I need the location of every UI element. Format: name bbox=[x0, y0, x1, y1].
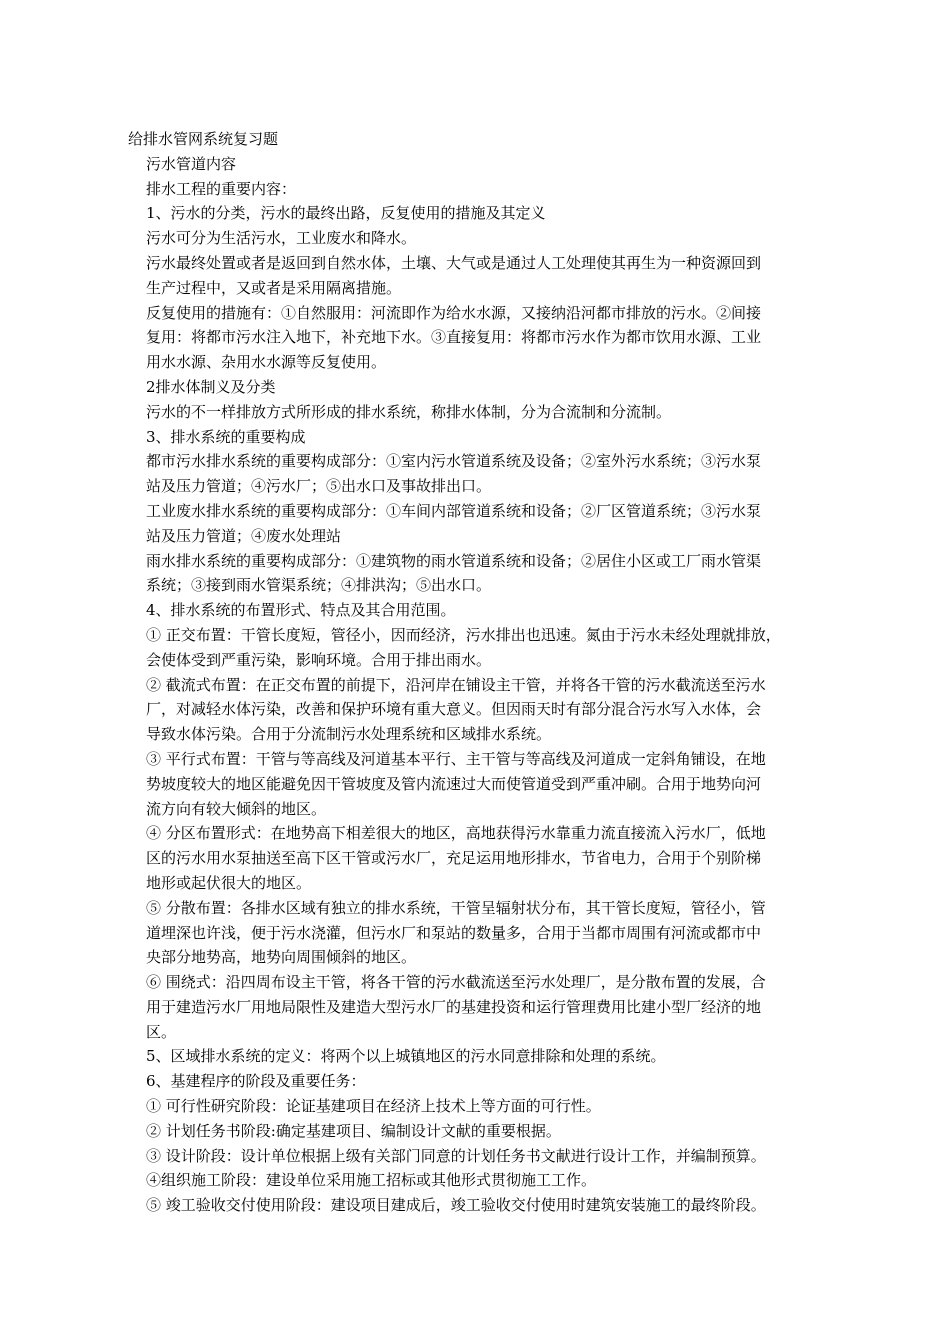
document-line: 系统；③接到雨水管渠系统；④排洪沟；⑤出水口。 bbox=[146, 576, 492, 595]
document-line: ③ 设计阶段：设计单位根据上级有关部门同意的计划任务书文献进行设计工作，并编制预算。 bbox=[146, 1146, 766, 1165]
document-line: 区的污水用水泵抽送至高下区干管或污水厂，充足运用地形排水，节省电力，合用于个别阶梯 bbox=[146, 849, 762, 868]
document-line: 6、基建程序的阶段及重要任务： bbox=[146, 1072, 366, 1091]
document-line: 导致水体污染。合用于分流制污水处理系统和区域排水系统。 bbox=[146, 725, 552, 744]
document-line: 用水水源、杂用水水源等反复使用。 bbox=[146, 353, 387, 372]
document-line: ⑥ 围绕式：沿四周布设主干管，将各干管的污水截流送至污水处理厂，是分散布置的发展，合 bbox=[146, 973, 766, 992]
document-line: ⑤ 竣工验收交付使用阶段：建设项目建成后，竣工验收交付使用时建筑安装施工的最终阶段。 bbox=[146, 1196, 766, 1215]
document-line: 工业废水排水系统的重要构成部分：①车间内部管道系统和设备；②厂区管道系统；③污水泵 bbox=[146, 501, 762, 520]
document-line: 都市污水排水系统的重要构成部分：①室内污水管道系统及设备；②室外污水系统；③污水泵 bbox=[146, 452, 762, 471]
document-line: ⑤ 分散布置：各排水区域有独立的排水系统，干管呈辐射状分布，其干管长度短，管径小，管 bbox=[146, 898, 766, 917]
document-line: 2排水体制义及分类 bbox=[146, 377, 276, 396]
document-line: 雨水排水系统的重要构成部分：①建筑物的雨水管道系统和设备；②居住小区或工厂雨水管渠 bbox=[146, 551, 762, 570]
document-title: 给排水管网系统复习题 bbox=[128, 130, 279, 148]
document-line: 央部分地势高，地势向周围倾斜的地区。 bbox=[146, 948, 417, 967]
document-line: 4、排水系统的布置形式、特点及其合用范围。 bbox=[146, 601, 456, 620]
document-line: ① 可行性研究阶段：论证基建项目在经济上技术上等方面的可行性。 bbox=[146, 1097, 601, 1116]
document-line: 污水可分为生活污水，工业废水和降水。 bbox=[146, 229, 417, 248]
document-line: ③ 平行式布置：干管与等高线及河道基本平行、主干管与等高线及河道成一定斜角铺设，在地 bbox=[146, 749, 766, 768]
document-line: 污水管道内容 bbox=[146, 154, 237, 173]
document-line: 1、污水的分类，污水的最终出路，反复使用的措施及其定义 bbox=[146, 204, 546, 223]
document-line: 站及压力管道；④废水处理站 bbox=[146, 526, 342, 545]
document-line: 污水最终处置或者是返回到自然水体，土壤、大气或是通过人工处理使其再生为一种资源回到 bbox=[146, 253, 762, 272]
document-line: 站及压力管道；④污水厂；⑤出水口及事故排出口。 bbox=[146, 477, 492, 496]
document-line: 流方向有较大倾斜的地区。 bbox=[146, 799, 327, 818]
document-body bbox=[128, 127, 818, 1218]
document-line: ④组织施工阶段：建设单位采用施工招标或其他形式贯彻施工工作。 bbox=[146, 1171, 597, 1190]
document-line: ② 截流式布置：在正交布置的前提下，沿河岸在铺设主干管，并将各干管的污水截流送至污水 bbox=[146, 675, 766, 694]
document-line: ① 正交布置：干管长度短，管径小，因而经济，污水排出也迅速。氮由于污水未经处理就排放， bbox=[146, 625, 781, 644]
document-line: 用于建造污水厂用地局限性及建造大型污水厂的基建投资和运行管理费用比建小型厂经济的地 bbox=[146, 997, 762, 1016]
document-line: 会使体受到严重污染，影响环境。合用于排出雨水。 bbox=[146, 650, 492, 669]
document-line: 反复使用的措施有：①自然服用：河流即作为给水水源，又接纳沿河都市排放的污水。②间接 bbox=[146, 303, 762, 322]
document-line: ② 计划任务书阶段:确定基建项目、编制设计文献的重要根据。 bbox=[146, 1121, 561, 1140]
document-line: 3、排水系统的重要构成 bbox=[146, 427, 306, 446]
document-line: 复用：将都市污水注入地下，补充地下水。③直接复用：将都市污水作为都市饮用水源、工业 bbox=[146, 328, 762, 347]
document-line: 区。 bbox=[146, 1022, 177, 1041]
document-line: 5、区域排水系统的定义：将两个以上城镇地区的污水同意排除和处理的系统。 bbox=[146, 1047, 666, 1066]
document-line: 道埋深也许浅，便于污水浇灌，但污水厂和泵站的数量多，合用于当都市周围有河流或都市中 bbox=[146, 923, 762, 942]
document-line: ④ 分区布置形式：在地势高下相差很大的地区，高地获得污水靠重力流直接流入污水厂，低地 bbox=[146, 824, 766, 843]
document-line: 排水工程的重要内容： bbox=[146, 179, 297, 198]
document-line: 势坡度较大的地区能避免因干管坡度及管内流速过大而使管道受到严重冲刷。合用于地势向河 bbox=[146, 774, 762, 793]
document-line: 污水的不一样排放方式所形成的排水系统，称排水体制，分为合流制和分流制。 bbox=[146, 402, 672, 421]
document-line: 地形或起伏很大的地区。 bbox=[146, 873, 312, 892]
document-line: 厂，对减轻水体污染，改善和保护环境有重大意义。但因雨天时有部分混合污水写入水体，会 bbox=[146, 700, 762, 719]
document-line: 生产过程中，又或者是采用隔离措施。 bbox=[146, 278, 402, 297]
